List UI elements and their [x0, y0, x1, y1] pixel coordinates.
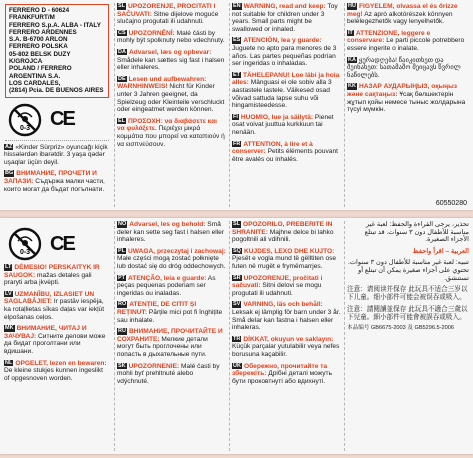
language-code-badge: EN [233, 3, 241, 9]
warning-section [117, 301, 226, 324]
warning-title: HUOMIO, lue ja säilytä: [240, 113, 314, 121]
language-code-badge: HU [348, 3, 356, 9]
warning-title: VARNING, läs och behåll: [243, 301, 323, 309]
warning-text: Мелкие детали могут быть проглочены или попасть в дыхательные пути. [117, 335, 208, 358]
warning-text: Smådele kan sættes sig fast i halsen eller inhaleres. [117, 56, 225, 72]
icon-row [8, 103, 108, 137]
column-4 [344, 3, 471, 207]
warning-title: DİKKAT, okuyun ve saklayın: [243, 335, 334, 343]
warning-text: mažas detales gali praryti arba įkvėpti. [4, 271, 92, 287]
warning-section [232, 336, 341, 359]
language-code-badge: KK [348, 83, 356, 90]
language-code-badge: PL [118, 247, 126, 254]
warning-text: As peças pequenas poderiam ser ingeridas ou inaladas. [117, 274, 216, 297]
chinese-simplified-warning: 注意：请阅读并保存 此玩具不适合三岁以下儿童。细小部件可能会被误吞或吸入。 [347, 286, 468, 301]
warning-section [4, 144, 110, 167]
warning-title: UPOZORNENIE: [128, 362, 180, 370]
warning-title: НАЗАР АУДАРЫҢЫЗ, оқыңыз және сақтаңыз: [347, 83, 458, 98]
warning-section [232, 37, 341, 67]
warning-section [232, 221, 341, 244]
language-code-badge: SV [233, 301, 241, 308]
language-code-badge: LT [5, 264, 12, 270]
column-1 [2, 221, 112, 451]
language-code-badge: DA [118, 48, 126, 55]
ce-mark-icon: CE [50, 232, 74, 255]
leaflet-top [0, 0, 473, 210]
warning-title: ATTENTION, à lire et à conserver: [232, 140, 313, 156]
warning-title: OPGELET, lezen en bewaren: [15, 359, 107, 367]
warning-text: Malé časti by mohli byť prehltnuté alebo vdýchnuté. [117, 362, 220, 385]
warning-text: Küçük parçalar yutulabilir veya nefes borusuna kaçabilir. [232, 343, 340, 358]
warning-title: Advarsel, læs og opbevar: [128, 48, 212, 56]
warning-section [4, 325, 110, 355]
warning-text: ყურადღება! წაიკითხეთ და შეინახეთ: სათამაშო შეიცავს წვრილ ნაწილებს. [347, 56, 461, 79]
manufacturer-address: FERRERO D - 60624 FRANKFURT/M FERRERO S.p.A. ALBA - ITALY FERRERO ARDENNES S.A. B-6700 ARLON FERRERO POLSKA 05-802 BELSK DUZY K/GROJCA POLAND / FERRERO ARGENTINA S.A. LOS CARDALES, (2814) Pcia. DE BUENOS AIRES [5, 4, 109, 98]
warning-section [347, 83, 469, 113]
warning-title: ВНИМАНИЕ, ПРОЧЕТИ И ЗАПАЗИ: [4, 170, 97, 185]
warning-text: Mänguasi ei ole sobiv alla 3 aastastele lastele. Väikesed osad võivad sattuda lapse suhu või hingamisteedesse. [232, 79, 332, 110]
warning-title: ΠΡΟΣΟΧΗ: να διαβάσετε και να φυλάξετε. [117, 117, 217, 133]
warning-section [117, 248, 226, 271]
warning-section [232, 114, 341, 137]
language-code-badge: TR [233, 335, 241, 342]
warning-title: ВНИМАНИЕ, ЧИТАЈ И ЗАЧУВАЈ: [4, 325, 87, 340]
warning-title: Lesen und aufbewahren: WARNHINWEIS! [117, 75, 207, 91]
language-code-badge: SL [118, 3, 126, 9]
warning-section [4, 360, 110, 383]
warning-section [347, 30, 469, 53]
svg-text:0-3: 0-3 [19, 249, 31, 256]
warning-text: Съдържа малки части, които могат да бъдат погълнати. [4, 177, 105, 193]
warning-title: UPOZORENJE, PROČITATI I SAČUVATI: [117, 3, 216, 18]
warning-title: ATENÇÃO, leia e guarde: [128, 274, 207, 282]
article-code: 60550280 [435, 200, 467, 207]
warning-title: ATENȚIE, DE CITIT ȘI REȚINUT: [117, 301, 197, 316]
language-code-badge: EL [118, 117, 126, 124]
language-code-badge: SL [233, 221, 241, 227]
warning-text: Ситните делови може да бидат проголтани или вдишани. [4, 332, 106, 355]
warning-section [117, 363, 226, 386]
warning-title: UPOZORENJE, pročitati i sačuvati: [232, 274, 323, 290]
language-code-badge: RU [118, 328, 126, 335]
warning-title: UWAGA, przeczytaj i zachowaj: [128, 247, 226, 255]
language-code-badge: ES [233, 37, 241, 44]
language-code-badge: AZ [5, 143, 13, 150]
language-code-badge: CS [118, 29, 126, 36]
warning-title: FIGYELEM, olvassa el és őrizze meg! [347, 3, 458, 18]
column-3 [229, 3, 343, 207]
language-code-badge: FI [233, 113, 238, 120]
warning-title: WARNING, read and keep: [243, 3, 326, 10]
ce-mark-icon: CE [50, 108, 74, 131]
age-0-3-warning-icon [8, 227, 42, 261]
warning-section [232, 301, 341, 331]
language-code-badge: SQ [233, 247, 241, 254]
warning-section [117, 328, 226, 358]
warning-section [4, 170, 110, 193]
language-code-badge: DE [118, 75, 126, 82]
language-code-badge: KA [348, 56, 356, 63]
warning-section [232, 248, 341, 271]
age-0-3-warning-icon [8, 103, 42, 137]
warning-section [117, 221, 226, 244]
warning-title: ATENCIÓN, lea y guarde: [243, 37, 322, 45]
warning-section [117, 118, 226, 148]
warning-title: KUJDES, LEXO DHE KUJTO: [243, 247, 335, 255]
language-code-badge: NO [118, 221, 127, 227]
warning-text: «Kinder Sürpriz» oyuncağı kiçik hissələrdən ibarətdir. 3 yaşa qədər uşaqlar üçün deyil. [4, 143, 108, 166]
warning-section [232, 141, 341, 164]
chinese-traditional-warning: 注意：請閱讀並保存 此玩具不適合三歲以下兒童。細小部件可能會被誤吞或吸入。 [347, 305, 468, 321]
warning-section [117, 275, 226, 298]
warning-text: Ұсақ бөлшектерін жұтып қойы немесе тыныс жолдарына түсуі мүмкін. [347, 90, 466, 114]
warning-text: Petits éléments pouvant être avalés ou inhalés. [232, 148, 338, 163]
standard-codes: 本品编号 GB6675-2003 及 GB5296.5-2006 [347, 325, 454, 332]
warning-title: ВНИМАНИЕ, ПРОЧИТАЙТЕ И СОХРАНИТЕ: [117, 328, 223, 343]
language-code-badge: FR [233, 140, 241, 147]
icon-row [8, 227, 108, 261]
warning-section [347, 57, 469, 80]
warning-title: UZMANĪBU, IZLASIET UN SAGLABĀJIET: [4, 290, 95, 306]
warning-title: Advarsel, les og behold: [129, 221, 206, 228]
warning-title: DĖMESIO! PERSKAITYK IR SAUGOK: [4, 264, 100, 279]
language-code-badge: ET [233, 71, 241, 78]
language-code-badge: UK [233, 362, 241, 369]
warning-section [232, 3, 341, 33]
language-code-badge: SR [233, 274, 241, 281]
warning-title: UPOZORNĚNÍ: [128, 29, 175, 37]
warning-text: Juguete no apto para menores de 3 años. Las partes pequeñas podrían ser ingeridas o inhaladas. [232, 44, 337, 68]
warning-section [117, 49, 226, 72]
warning-section [232, 275, 341, 298]
language-code-badge: SK [118, 362, 126, 369]
warning-text: Sitne dijelove moguće slučajno progutati ili udahnuti. [117, 10, 219, 26]
warning-text: Pjesët e vogla mund të gëlltiten ose futen në rrugët e frymëmarrjes. [232, 255, 337, 270]
warning-section [117, 3, 226, 26]
warning-text: De kleine stukjes kunnen ingeslikt of opgesnoven worden. [4, 367, 103, 382]
warning-section [4, 264, 110, 287]
language-code-badge: PT [118, 274, 126, 281]
warning-text: Sitni delovi se mogu progutati ili udahnuti. [232, 282, 322, 297]
arabic-warning: تحذير، يرجى القراءة والحفظ: لعبة غير مناسبة للأطفال دون ٣ سنوات. قد تبتلع الأجزاء الصغيرة. [364, 221, 469, 244]
column-2 [114, 221, 228, 451]
column-3 [229, 221, 343, 451]
svg-text:0-3: 0-3 [19, 124, 31, 132]
warning-text: Majhne delce bi lahko pogoltnili ali vdihnili. [232, 228, 334, 244]
warning-text: Nicht für Kinder unter 3 Jahren geeignet, da Spielzeug oder Kleinteile verschluckt oder eingeatmet werden können. [117, 83, 225, 114]
column-1 [2, 3, 112, 207]
warning-section [232, 363, 341, 386]
warning-title: TÄHELEPANU! Loe läbi ja hoia alles: [232, 71, 340, 87]
warning-section [117, 30, 226, 45]
warning-title: OPOZORILO, PREBERITE IN SHRANITE: [232, 221, 333, 236]
language-code-badge: LV [5, 290, 12, 297]
warning-text: Małe części mogą zostać połknięte lub dostać się do dróg oddechowych. [117, 255, 226, 270]
warning-text: Ir pastāv iespēja, ka rotaļlietas sīkas daļas var iekļūt elpošanas ceļos. [4, 298, 105, 321]
warning-section [117, 76, 226, 114]
language-code-badge: RO [118, 301, 127, 308]
warning-text: Leksak ej lämplig för barn under 3 år. Små delar kan fastna i halsen eller inhaleras. [232, 308, 341, 332]
leaflet-bottom [0, 218, 473, 454]
warning-section [232, 72, 341, 110]
warning-text: Părțile mici pot fi înghițite sau inhalate. [117, 308, 223, 324]
column-2 [114, 3, 228, 207]
arabic-title: العربية – اقرأ واحفظ [412, 247, 469, 255]
warning-text: Le parti piccole potrebbero essere ingerite o inalate. [347, 37, 465, 52]
arabic-warning-2: تنبيه: لعبة غير مناسبة للأطفال دون ٣ سنوات. تحتوي على أجزاء صغيرة يمكن أن تبتلع أو تستنشق. [348, 259, 469, 282]
warning-text: Toy not suitable for children under 3 years. Small parts might be swallowed or inhaled. [232, 3, 338, 33]
warning-text: Az apró alkotórészek könnyen belélegezhetők vagy lenyelhetők. [347, 10, 453, 26]
language-code-badge: BG [5, 170, 14, 177]
warning-text: Malé části by mohly být spolknuty nebo vdechnuty. [117, 29, 225, 45]
column-4 [344, 221, 471, 451]
warning-text: Små deler kan sette seg fast i halsen eller inhaleres. [117, 221, 225, 244]
warning-text: Дрібні деталі можуть бути проковтнуті або вдихнуті. [232, 370, 333, 385]
warning-text: Περιέχει μικρά κομμάτια που μπορεί να καταπιούν ή να εισπνεύσουν. [117, 125, 225, 148]
language-code-badge: NL [5, 359, 13, 366]
warning-title: ATTENZIONE, leggere e conservare: [347, 29, 431, 45]
warning-section [4, 291, 110, 321]
language-code-badge: MK [5, 325, 14, 332]
warning-title: Обережно, прочитайте та збережіть: [232, 362, 328, 378]
warning-text: Pienet osat voivat juuttua kurkkuun tai nenään. [232, 113, 334, 136]
warning-section [347, 3, 469, 26]
language-code-badge: IT [348, 29, 353, 36]
